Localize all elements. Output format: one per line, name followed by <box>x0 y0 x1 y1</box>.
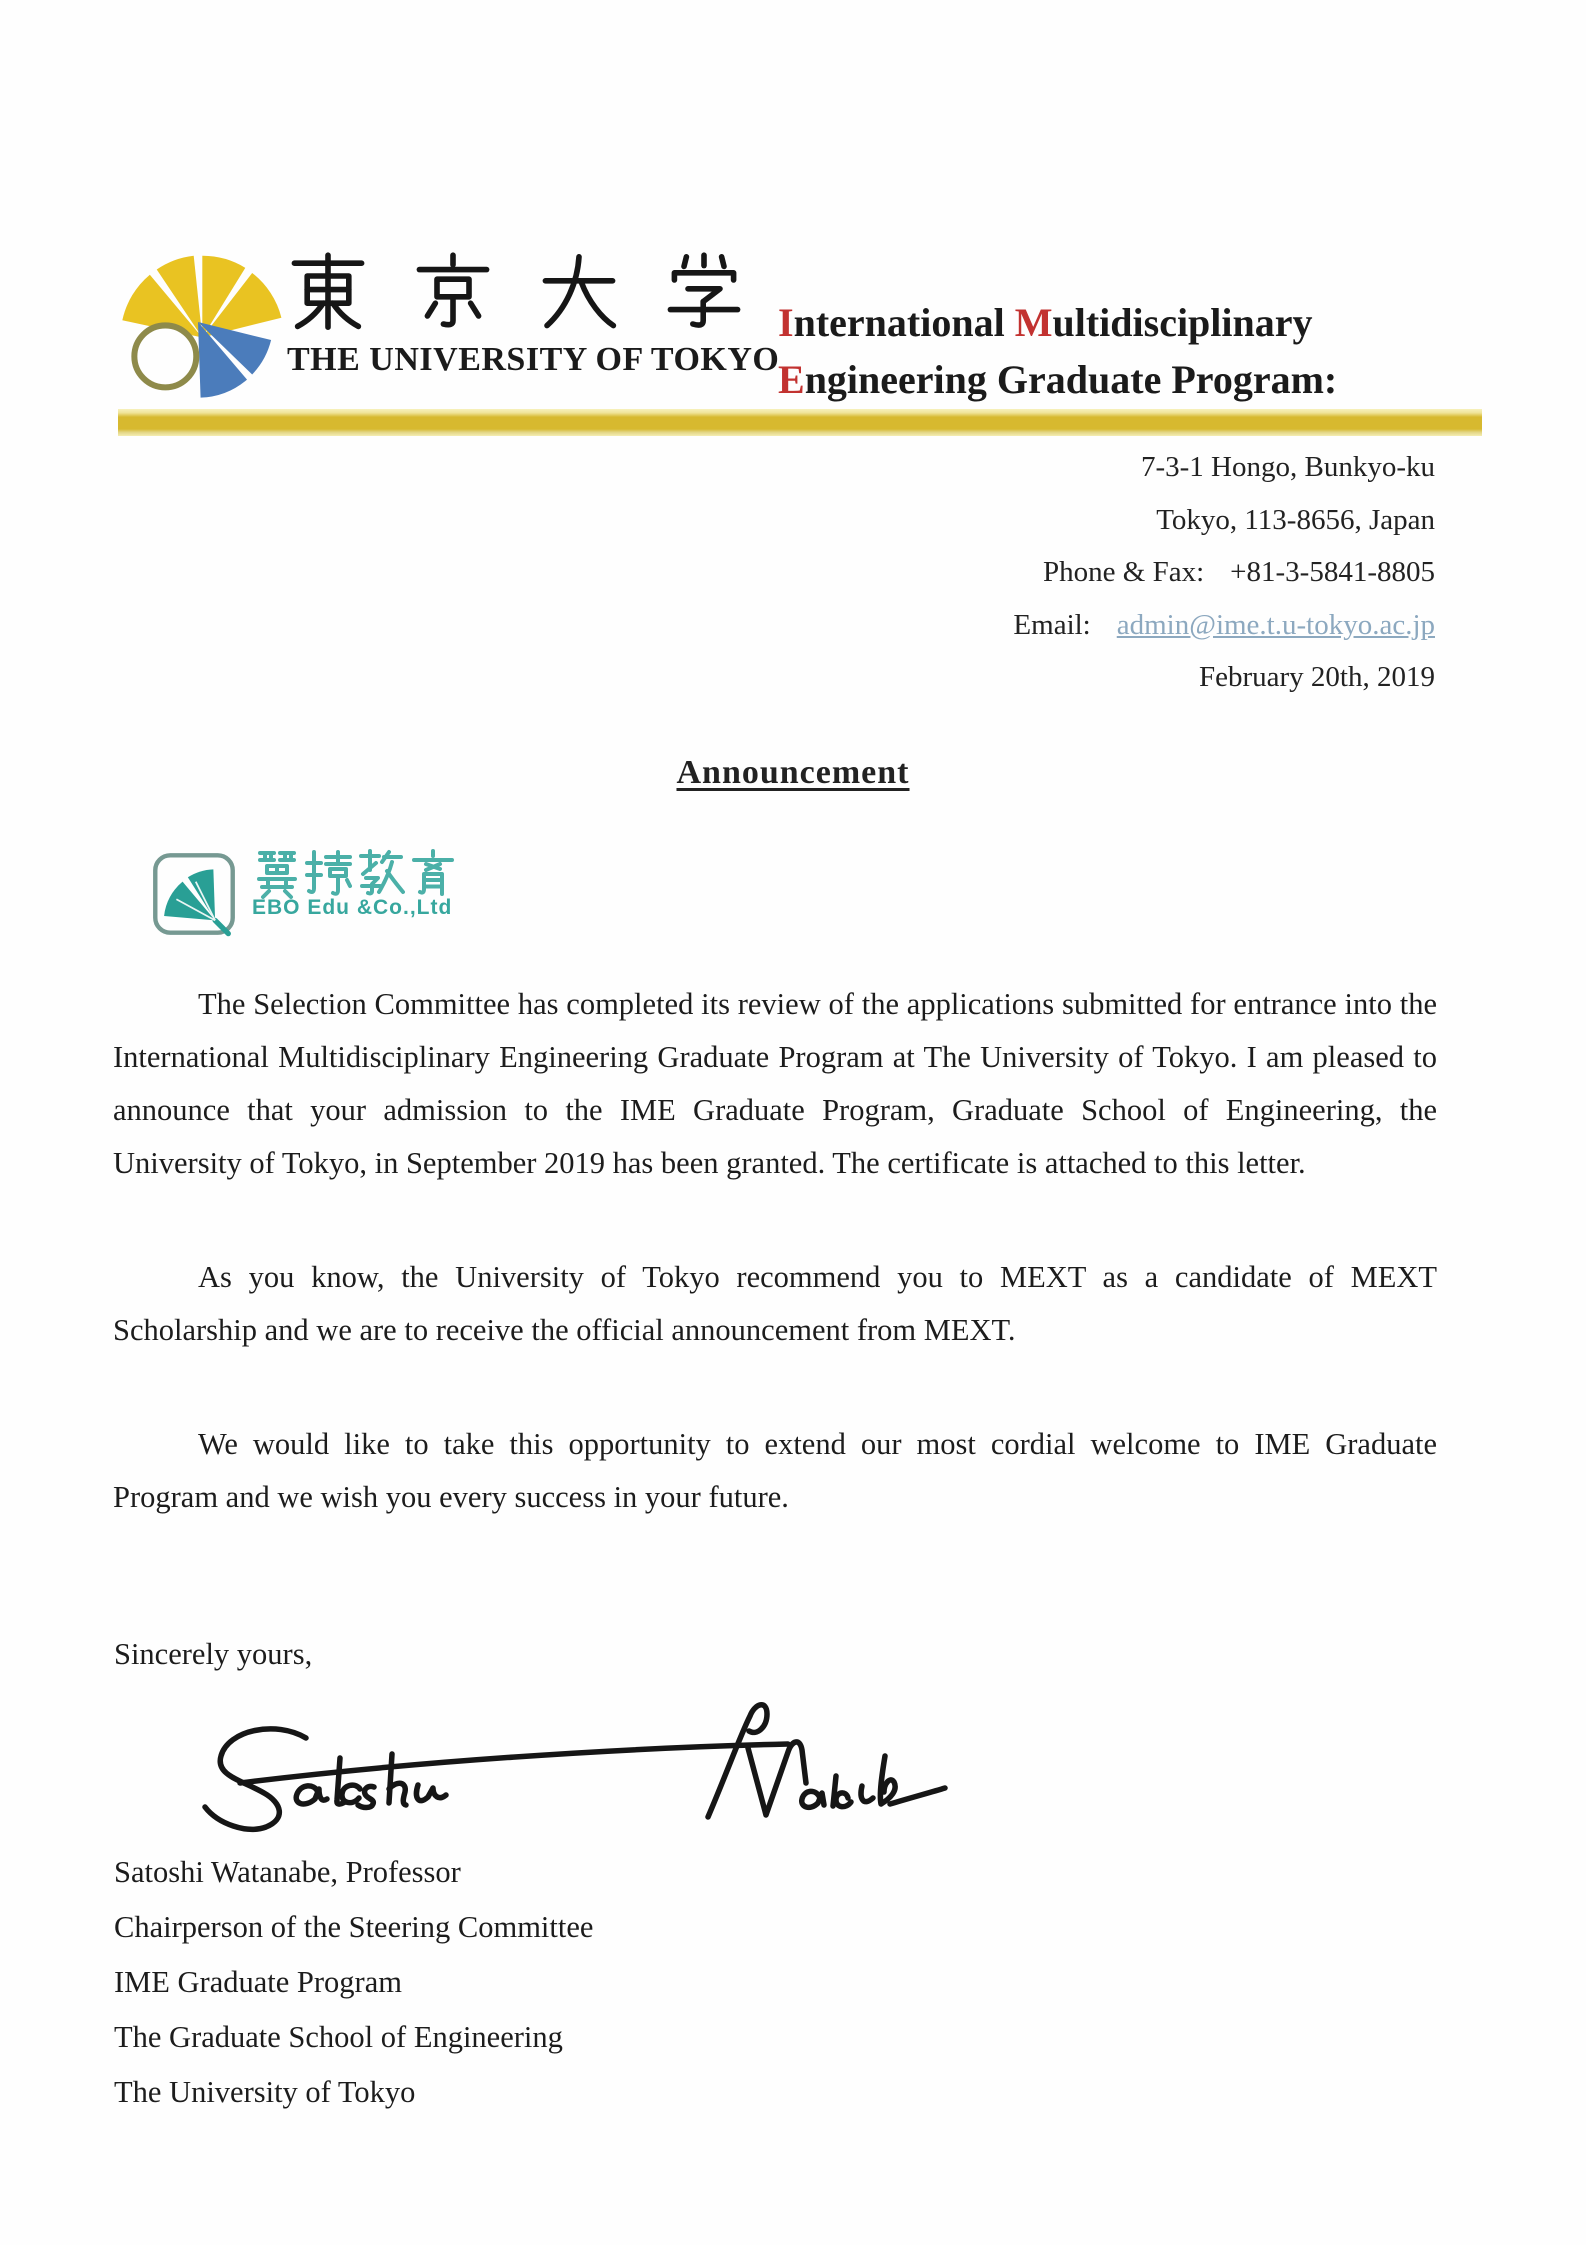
program-title-red-initial: E <box>778 357 805 402</box>
kanji-yi <box>252 846 302 902</box>
program-title <box>778 294 1418 408</box>
date-line: February 20th, 2019 <box>1199 661 1435 693</box>
university-name: THE UNIVERSITY OF TOKYO <box>287 341 780 378</box>
signature-block-line-5: The University of Tokyo <box>114 2075 416 2109</box>
ebo-company-name: EBO Edu &Co.,Ltd <box>252 896 453 919</box>
university-kanji <box>288 252 744 336</box>
email-line <box>1013 599 1435 652</box>
signature-block <box>114 1845 593 2120</box>
ebo-watermark <box>150 846 458 942</box>
body-paragraph-1: The Selection Committee has completed its review of the applications submitted for entrance into the International Multidisciplinary Engineering Graduate Program at The University of Tokyo. I am pleased to announce that your admission to the IME Graduate Program, Graduate School of Engineering, the University of Tokyo, in September 2019 has been granted. The certificate is attached to this letter. <box>113 987 1437 1180</box>
email-label: Email: <box>1013 608 1091 641</box>
ebo-leaf-badge-icon <box>150 850 238 938</box>
kanji-tou <box>288 252 368 332</box>
address-line1: 7-3-1 Hongo, Bunkyo-ku <box>1140 451 1435 483</box>
gold-divider-bar <box>118 409 1482 436</box>
kanji-kyou <box>413 252 493 332</box>
kanji-bo <box>304 846 354 902</box>
program-title-line1 <box>778 294 1418 351</box>
program-title-line2 <box>778 351 1418 408</box>
signature-block-line-2: Chairperson of the Steering Committee <box>114 1910 594 1944</box>
announcement-heading: Announcement <box>676 754 910 791</box>
program-title-red-initial: M <box>1014 300 1053 345</box>
salutation: Sincerely yours, <box>114 1637 313 1671</box>
address-line2: Tokyo, 113-8656, Japan <box>1156 503 1435 536</box>
kanji-jiao <box>356 846 406 902</box>
kanji-gaku <box>664 252 744 332</box>
email-link[interactable]: admin@ime.t.u-tokyo.ac.jp <box>1116 608 1435 641</box>
program-title-text: ultidisciplinary <box>1052 300 1313 345</box>
utokyo-ginkgo-logo <box>108 236 288 408</box>
kanji-dai <box>539 252 619 332</box>
phone-label: Phone & Fax: <box>1043 556 1205 588</box>
signature-block-line-1: Satoshi Watanabe, Professor <box>114 1855 461 1889</box>
body-paragraph-3: We would like to take this opportunity to extend our most cordial welcome to IME Graduate Program and we wish you every success in your future. <box>113 1427 1437 1514</box>
kanji-yu <box>408 846 458 902</box>
phone-line <box>1013 546 1435 599</box>
phone-value: +81-3-5841-8805 <box>1230 556 1435 588</box>
handwritten-signature <box>188 1686 948 1858</box>
address-block <box>1013 441 1435 704</box>
ebo-kanji <box>252 846 458 902</box>
program-title-text: ngineering Graduate Program: <box>804 357 1338 402</box>
signature-block-line-3: IME Graduate Program <box>114 1965 402 1999</box>
program-title-red-initial: I <box>778 300 794 345</box>
program-title-text: nternational <box>793 300 1015 345</box>
letter-body <box>113 978 1437 1585</box>
body-paragraph-2: As you know, the University of Tokyo recommend you to MEXT as a candidate of MEXT Scholarship and we are to receive the official announcement from MEXT. <box>113 1260 1437 1347</box>
signature-block-line-4: The Graduate School of Engineering <box>114 2020 563 2054</box>
